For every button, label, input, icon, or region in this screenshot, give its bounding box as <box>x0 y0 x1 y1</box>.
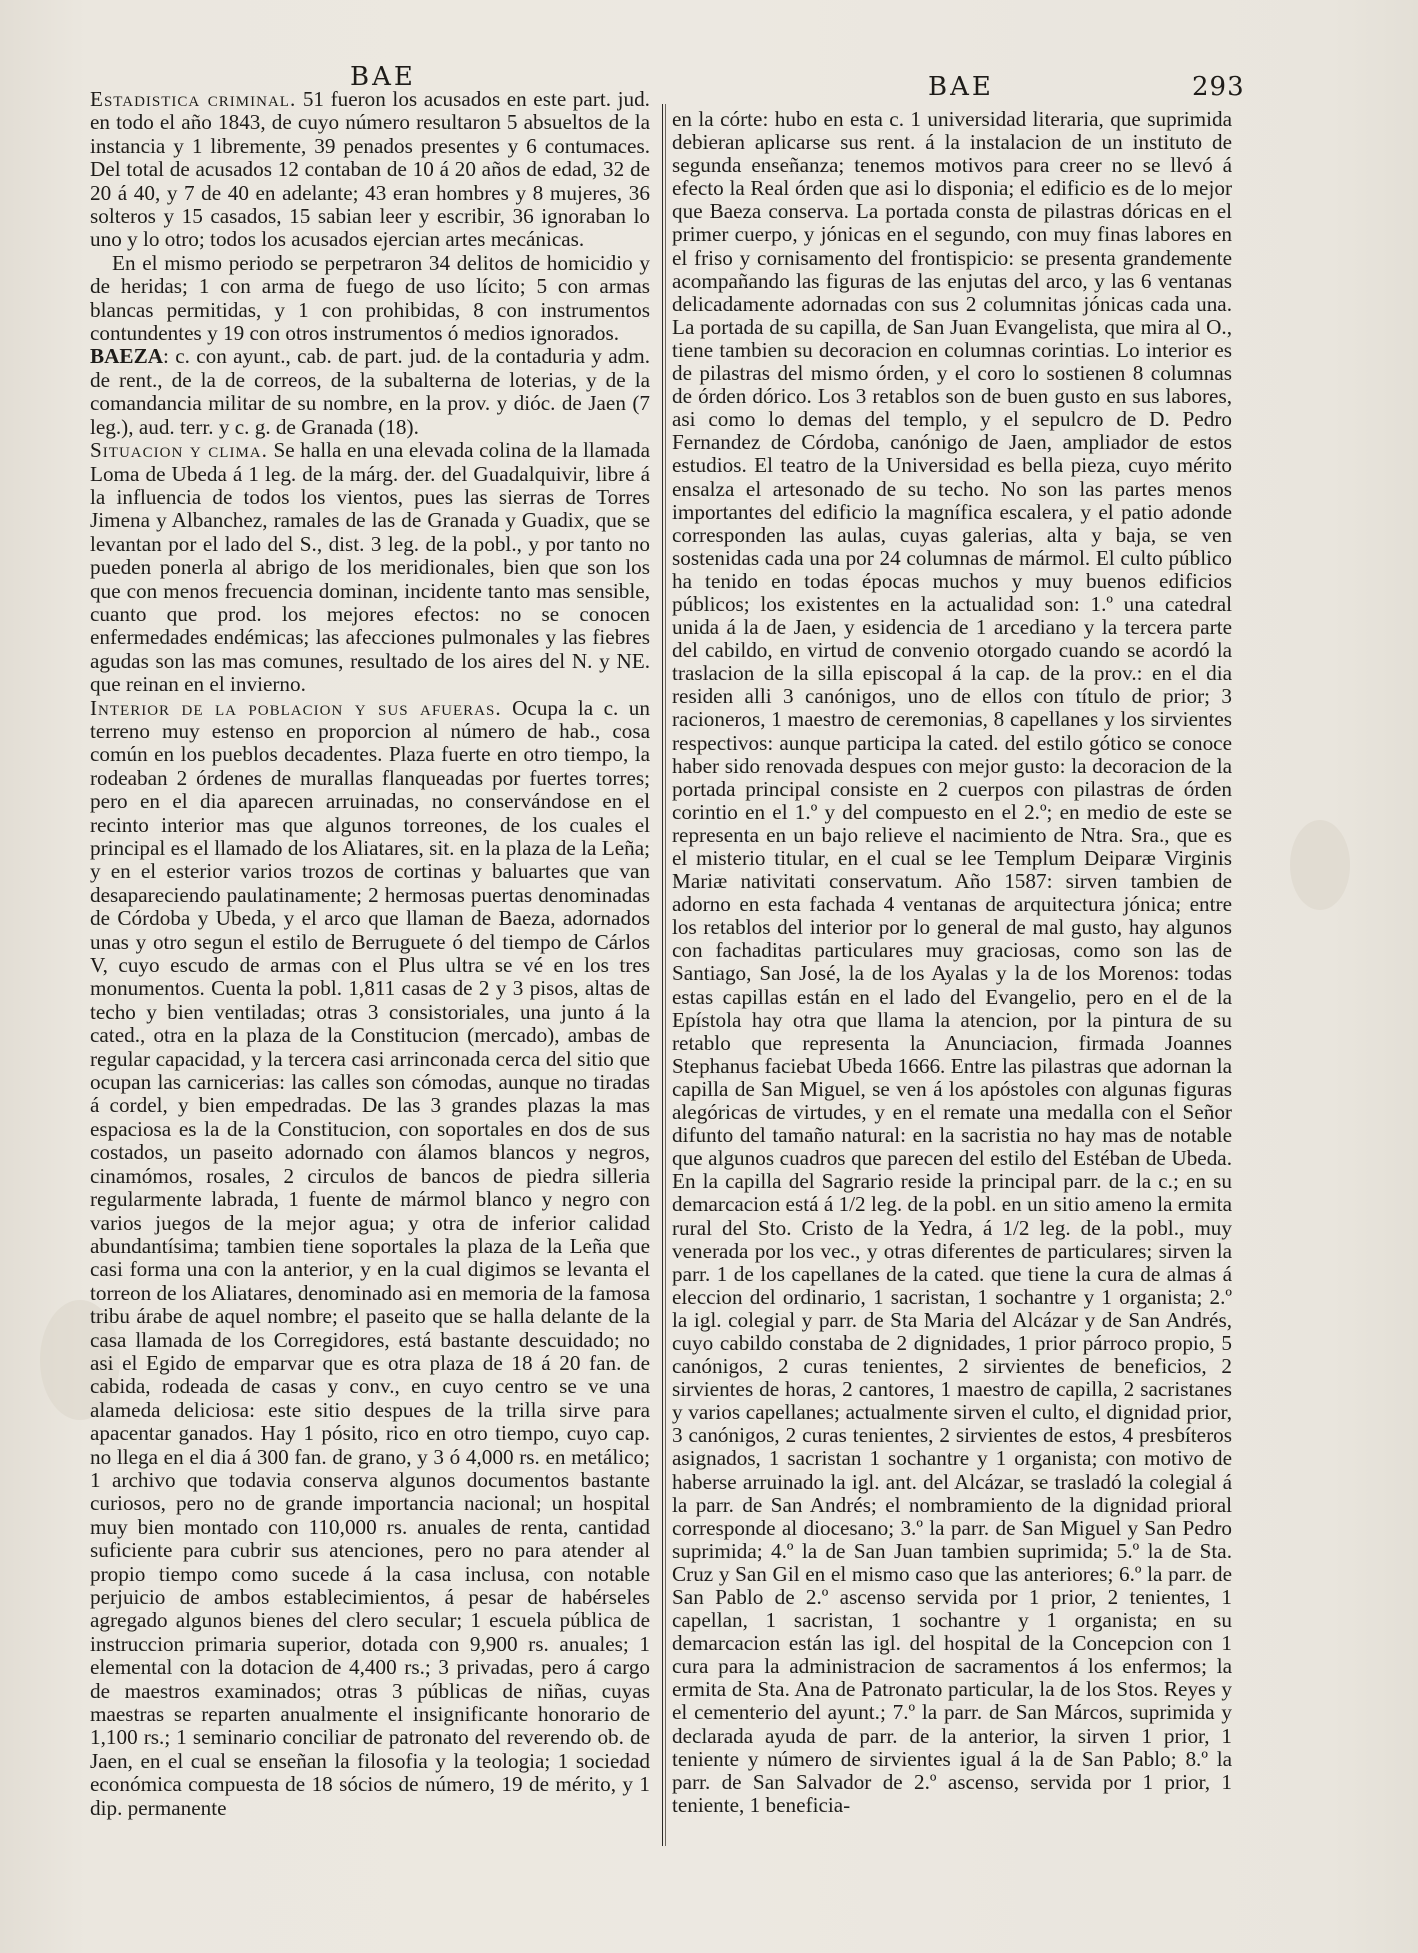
page-number: 293 <box>1192 72 1245 102</box>
paragraph-text: 51 fueron los acusados en este part. jud. en todo el año 1843, de cuyo número resultaron 5 absueltos de la instancia y 1 libremente, 39 penados presentes y 6 contumaces. Del total de acusados 12 contaban de 10 á 20 años de edad, 32 de 20 á 40, y 7 de 40 en adelante; 43 eran hombres y 8 mujeres, 36 solteros y 15 casados, 15 sabian leer y escribir, 36 ignoraban lo uno y lo otro; todos los acusados ejercian artes mecánicas. <box>90 87 650 252</box>
section-lead: Interior de la poblacion y sus afueras. <box>90 695 502 720</box>
paragraph-text: En el mismo periodo se perpetraron 34 delitos de homicidio y de heridas; 1 con arma de fuego de uso lícito; 5 con armas blancas permitidas, y 1 con prohibidas, 8 con instrumentos contundentes y 19 con otros instrumentos ó medios ignorados. <box>90 250 650 346</box>
paper-stain <box>1290 820 1350 910</box>
section-lead: BAEZA <box>90 344 163 369</box>
paragraph-text: Se halla en una elevada colina de la llamada Loma de Ubeda á 1 leg. de la márg. der. del Guadalquivir, libre á la influencia de todos los vientos, pues las sierras de Torres Jimena y Albanchez, ramales de las de Granada y Guadix, que se levantan por el lado del S., dist. 3 leg. de la pobl., y por tanto no pueden ponerla al abrigo de los meridionales, bien que son los que con menos frecuencia dominan, incidente tanto mas sensible, cuanto que prod. los mejores efectos: no se conocen enfermedades endémicas; las afecciones pulmonales y las fiebres agudas son las mas comunes, resultado de los aires del N. y NE. que reinan en el invierno. <box>90 438 650 697</box>
paragraph-text: Ocupa la c. un terreno muy estenso en proporcion al número de hab., cosa común en los pueblos decadentes. Plaza fuerte en otro tiempo, la rodeaban 2 órdenes de murallas flanqueadas por fuertes torres; pero en el dia aparecen arruinadas, no conservándose en el recinto interior mas que algunos torreones, de los cuales el principal es el llamado de los Aliatares, sit. en la plaza de la Leña; y en el esterior varios trozos de cortinas y baluartes que van desapareciendo paulatinamente; 2 hermosas puertas denominadas de Córdoba y Ubeda, y el arco que llaman de Baeza, adornados unas y otro segun el estilo de Berruguete ó del tiempo de Cárlos V, cuyo escudo de armas con el Plus ultra se vé en los tres monumentos. Cuenta la pobl. 1,811 casas de 2 y 3 pisos, altas de techo y bien ventiladas; otras 3 consistoriales, una junto á la cated., otra en la plaza de la Constitucion (mercado), ambas de regular capacidad, y la tercera casi arrinconada cerca del sitio que ocupan las carnicerias: las calles son cómodas, aunque no tiradas á cordel, y bien empedradas. De las 3 grandes plazas la mas espaciosa es la de la Constitucion, con soportales en dos de sus costados, un paseito adornado con álamos blancos y negros, cinamómos, rosales, 2 circulos de bancos de piedra silleria regularmente labrada, 1 fuente de mármol blanco y negro con varios juegos de la mejor agua; y otra de inferior calidad abundantísima; tambien tiene soportales la plaza de la Leña que casi forma una con la anterior, y en la cual digimos se levanta el torreon de los Aliatares, denominado asi en memoria de la famosa tribu árabe de aquel nombre; el paseito que se halla delante de la casa llamada de los Corregidores, está bastante descuidado; no asi el Egido de emparvar que es otra plaza de 18 á 20 fan. de cabida, rodeada de casas y conv., en cuyo centro se ve una alameda deliciosa: este sitio despues de la trilla sirve para apacentar ganados. Hay 1 pósito, rico en otro tiempo, cuyo cap. no llega en el dia á 300 fan. de grano, y 3 ó 4,000 rs. en metálico; 1 archivo que todavia conserva algunos documentos bastante curiosos, pero no de grande importancia nacional; un hospital muy bien montado con 110,000 rs. anuales de renta, cantidad suficiente para cubrir sus atenciones, pero no para atender al propio tiempo como sucede á la casa inclusa, con notable perjuicio de ambos establecimientos, á pesar de habérseles agregado algunos bienes del clero secular; 1 escuela pública de instruccion primaria superior, dotada con 9,900 rs. anuales; 1 elemental con la dotacion de 4,400 rs.; 3 privadas, pero á cargo de maestros examinados; otras 3 públicas de niñas, cuyas maestras se reparten anualmente el insignificante honorario de 1,100 rs.; 1 seminario conciliar de patronato del reverendo ob. de Jaen, en el cual se enseñan la filosofia y la teologia; 1 sociedad económica compuesta de 18 sócios de número, 19 de mérito, y 1 dip. permanente <box>90 695 650 1820</box>
section-lead: Situacion y clima. <box>90 438 268 463</box>
column-rule <box>665 104 666 1846</box>
paragraph <box>672 108 1232 1817</box>
section-lead: Estadistica criminal. <box>90 87 297 111</box>
paragraph-text: : c. con ayunt., cab. de part. jud. de la contaduria y adm. de rent., de la de correos, de la subalterna de loterias, y de la comandancia militar de su nombre, en la prov. y dióc. de Jaen (7 leg.), aud. terr. y c. g. de Granada (18). <box>90 344 650 439</box>
running-head-right: BAE <box>928 72 994 102</box>
running-head-left: BAE <box>350 62 416 92</box>
paragraph <box>90 439 650 696</box>
column-rule <box>662 104 663 1846</box>
paragraph <box>90 697 650 1821</box>
paragraph-text: en la córte: hubo en esta c. 1 universidad literaria, que suprimida debieran aplicarse sus rent. á la instalacion de un instituto de segunda enseñanza; tenemos motivos para creer no se llevó á efecto la Real órden que asi lo disponia; el edificio es de lo mejor que Baeza conserva. La portada consta de pilastras dóricas en el primer cuerpo, y jónicas en el segundo, con muy finas labores en el friso y cornisamento del frontispicio: se presenta grandemente acompañando las figuras de las enjutas del arco, y las 6 ventanas delicadamente adornadas con sus 2 columnitas jónicas cada una. La portada de su capilla, de San Juan Evangelista, que mira al O., tiene tambien su decoracion en columnas corintias. Lo interior es de pilastras del mismo órden, y el coro lo sostienen 8 columnas de órden dórico. Los 3 retablos son de buen gusto en sus labores, asi como lo demas del templo, y el sepulcro de D. Pedro Fernandez de Córdoba, canónigo de Jaen, ampliador de estos estudios. El teatro de la Universidad es bella pieza, cuyo mérito ensalza el artesonado de su techo. No son las partes menos importantes del edificio la magnífica escalera, y el patio adonde corresponden las aulas, cuyas galerias, alta y baja, se ven sostenidas cada una por 24 columnas de mármol. El culto público ha tenido en todas épocas muchos y muy buenos edificios públicos; los existentes en la actualidad son: 1.º una catedral unida á la de Jaen, y esidencia de 1 arcediano y la tercera parte del cabildo, en virtud de convenio otorgado cuando se acordó la traslacion de la silla episcopal á la cap. de la prov.: en el dia residen alli 3 canónigos, uno de ellos con título de prior; 3 racioneros, 1 maestro de ceremonias, 8 capellanes y los sirvientes respectivos: aunque participa la cated. del estilo gótico se conoce haber sido renovada despues con mejor gusto: la decoracion de la portada principal consiste en 2 cuerpos con pilastras de órden corintio en el 1.º y del compuesto en el 2.º; en medio de este se representa en un bajo relieve el nacimiento de Ntra. Sra., que es el misterio titular, en el cual se lee Templum Deiparæ Virginis Mariæ nativitati conservatum. Año 1587: sirven tambien de adorno en esta fachada 4 ventanas de arquitectura jónica; entre los retablos del interior por lo general de mal gusto, hay algunos con fachaditas particulares muy graciosas, como son las de Santiago, San José, la de los Ayalas y la de los Morenos: todas estas capillas están en el lado del Evangelio, pero en el de la Epístola hay otra que llama la atencion, por la pintura de su retablo que representa la Anunciacion, firmada Joannes Stephanus faciebat Ubeda 1666. Entre las pilastras que adornan la capilla de San Miguel, se ven á los apóstoles con algunas figuras alegóricas de virtudes, y en el remate una medalla con el Señor difunto del tamaño natural: en la sacristia no hay mas de notable que algunos cuadros que parecen del estilo del Estéban de Ubeda. En la capilla del Sagrario reside la principal parr. de la c.; en su demarcacion está á 1/2 leg. de la pobl. en un sitio ameno la ermita rural del Sto. Cristo de la Yedra, á 1/2 leg. de la pobl., muy venerada por los vec., y otras diferentes de particulares; sirven la parr. 1 de los capellanes de la cated. que tiene la cura de almas á eleccion del ordinario, 1 sacristan, 1 sochantre y 1 organista; 2.º la igl. colegial y parr. de Sta Maria del Alcázar y de San Andrés, cuyo cabildo constaba de 2 dignidades, 1 prior párroco propio, 5 canónigos, 2 curas tenientes, 2 sirvientes de beneficios, 2 sirvientes de horas, 2 cantores, 1 maestro de capilla, 2 sacristanes y varios capellanes; actualmente sirven el culto, el dignidad prior, 3 canónigos, 2 curas tenientes, 2 sirvientes de estos, 4 presbíteros asignados, 1 sacristan 1 sochantre y 1 organista; con motivo de haberse arruinado la igl. ant. del Alcázar, se trasladó la colegial á la parr. de San Andrés; el nombramiento de la dignidad prioral corresponde al diocesano; 3.º la parr. de San Miguel y San Pedro suprimida; 4.º la de San Juan tambien suprimida; 5.º la de Sta. Cruz y San Gil en el mismo caso que las anteriores; 6.º la parr. de San Pablo de 2.º ascenso servida por 1 prior, 2 tenientes, 1 capellan, 1 sacristan, 1 sochantre y 1 organista; en su demarcacion están las igl. del hospital de la Concepcion con 1 cura para la administracion de sacramentos á los enfermos; la ermita de Sta. Ana de Patronato particular, la de los Stos. Reyes y el cementerio del ayunt.; 7.º la parr. de San Márcos, suprimida y declarada ayuda de parr. de la anterior, la sirven 1 prior, 1 teniente y número de sirvientes igual á la de San Pablo; 8.º la parr. de San Salvador de 2.º ascenso, servida por 1 prior, 1 teniente, 1 beneficia- <box>672 107 1232 1817</box>
paragraph <box>90 345 650 439</box>
right-column <box>672 108 1232 1817</box>
left-column <box>90 88 650 1820</box>
paragraph <box>90 88 650 252</box>
paragraph <box>90 252 650 346</box>
